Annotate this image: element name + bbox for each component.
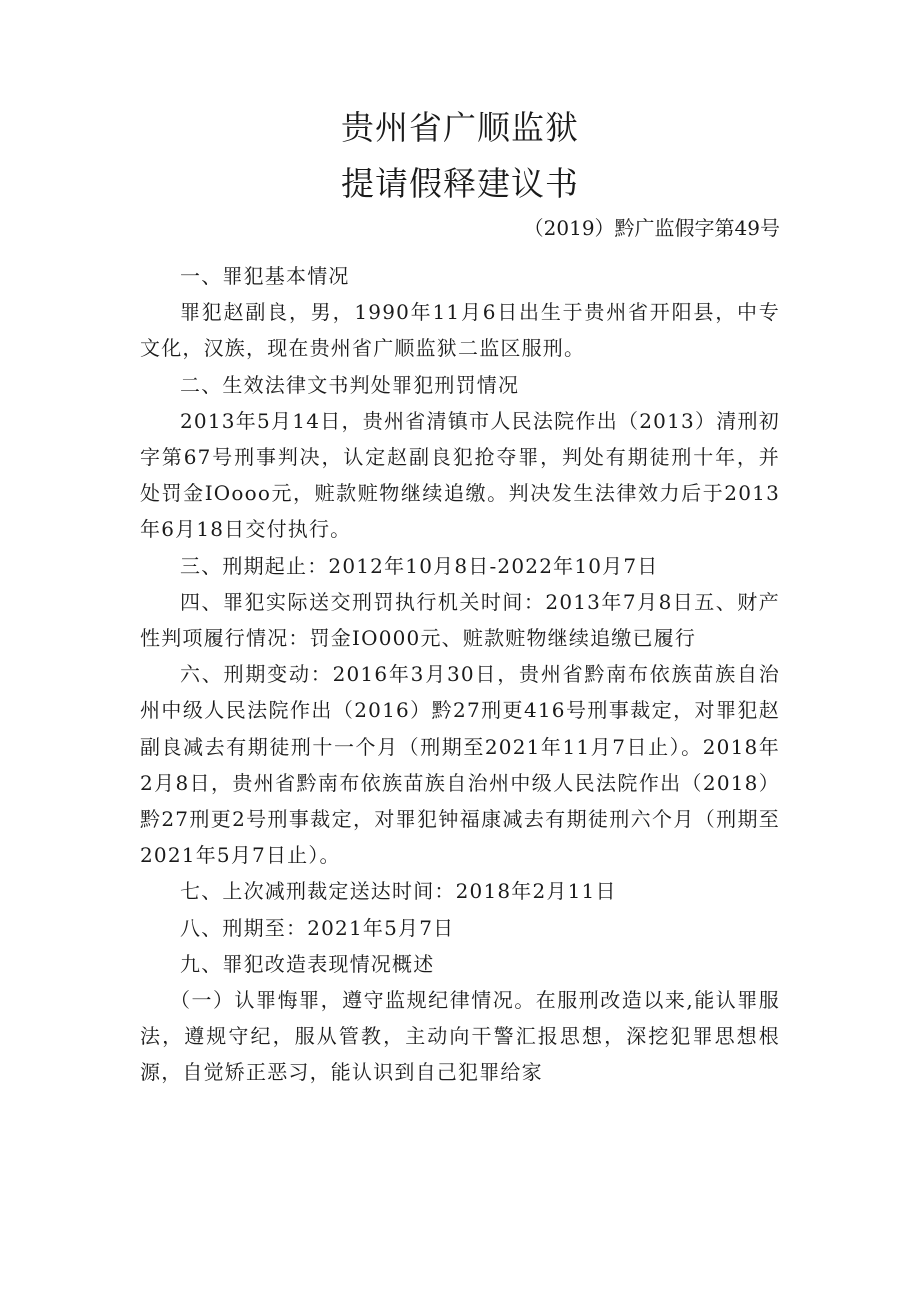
section-9-sub-1-text: （一）认罪悔罪，遵守监规纪律情况。在服刑改造以来,能认罪服法，遵规守纪，服从管教，主动向干警汇报思想，深挖犯罪思想根源，自觉矫正恶习，能认识到自己犯罪给家 <box>140 988 780 1085</box>
section-1-heading: 一、罪犯基本情况 <box>180 264 350 288</box>
section-1-text: 罪犯赵副良，男，1990年11月6日出生于贵州省开阳县，中专文化，汉族，现在贵州省广顺监狱二监区服刑。 <box>140 300 780 361</box>
document-number: （2019）黔广监假字第49号 <box>523 216 780 240</box>
document-title-institution: 贵州省广顺监狱 <box>341 108 579 147</box>
section-3-term: 三、刑期起止：2012年10月8日-2022年10月7日 <box>180 553 659 578</box>
section-7-text: 七、上次减刑裁定送达时间：2018年2月11日 <box>180 879 617 904</box>
section-2-heading: 二、生效法律文书判处罪犯刑罚情况 <box>180 372 520 397</box>
document-body <box>140 258 780 1091</box>
section-9-heading: 九、罪犯改造表现情况概述 <box>180 951 435 976</box>
section-6-text: 六、刑期变动：2016年3月30日，贵州省黔南布依族苗族自治州中级人民法院作出（2016）黔27刑更416号刑事裁定，对罪犯赵副良减去有期徒刑十一个月（刑期至2021年11月7日止）。2018年2月8日，贵州省黔南布依族苗族自治州中级人民法院作出（2018）黔27刑更2号刑事裁定，对罪犯钟福康减去有期徒刑六个月（刑期至2021年5月7日止）。 <box>140 662 780 868</box>
section-8-text: 八、刑期至：2021年5月7日 <box>180 915 455 940</box>
section-2-text: 2013年5月14日，贵州省清镇市人民法院作出（2013）清刑初字第67号刑事判决，认定赵副良犯抢夺罪，判处有期徒刑十年，并处罚金IOooo元，赃款赃物继续追缴。判决发生法律效力后于2013年6月18日交付执行。 <box>140 408 780 542</box>
section-4-5-text: 四、罪犯实际送交刑罚执行机关时间：2013年7月8日五、财产性判项履行情况：罚金IO000元、赃款赃物继续追缴已履行 <box>140 589 780 651</box>
document-title-type: 提请假释建议书 <box>341 164 579 203</box>
